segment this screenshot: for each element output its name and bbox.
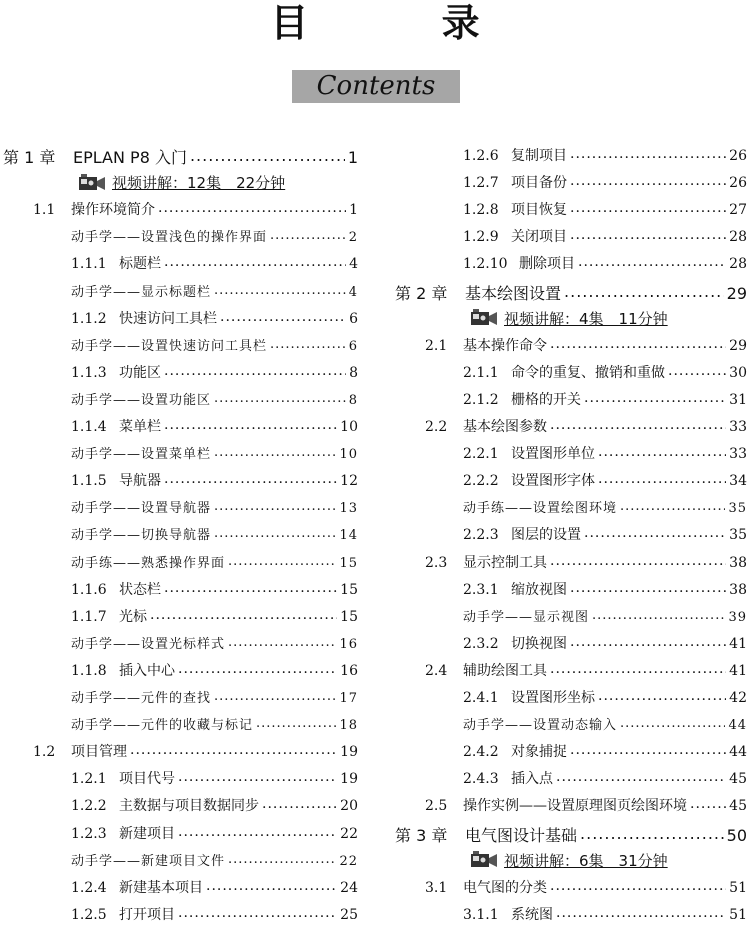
entry-title: 新建基本项目 — [119, 879, 203, 896]
dot-leader — [214, 526, 336, 541]
toc-entry-chapter[interactable] — [395, 281, 747, 304]
dot-leader — [556, 769, 726, 785]
entry-title: 关闭项目 — [511, 229, 567, 246]
entry-page-number: 44 — [728, 718, 747, 734]
entry-title: 动手学——设置动态输入 — [463, 718, 618, 734]
contents-banner: Contents — [292, 70, 460, 103]
dot-leader — [598, 444, 726, 460]
video-lecture-label: 视频讲解：12集 22分钟 — [112, 174, 286, 193]
entry-page-number: 41 — [729, 662, 747, 679]
entry-page-number: 12 — [340, 473, 358, 490]
entry-page-number: 1 — [349, 202, 358, 219]
entry-title: 图层的设置 — [511, 527, 581, 544]
entry-number: 2.5 — [425, 798, 448, 815]
entry-page-number: 16 — [340, 662, 358, 679]
entry-title: 基本绘图参数 — [463, 419, 547, 435]
entry-page-number: 4 — [348, 284, 358, 300]
entry-number: 3.1.1 — [463, 906, 499, 923]
entry-number: 2.1.1 — [463, 364, 499, 381]
toc-entry-sub[interactable] — [71, 308, 358, 328]
dot-leader — [228, 554, 336, 569]
toc-entry-section[interactable] — [425, 335, 747, 355]
toc-entry-sub[interactable] — [463, 362, 747, 382]
entry-number: 1.2.4 — [71, 879, 107, 896]
entry-page-number: 17 — [339, 691, 358, 706]
entry-title: 缩放视图 — [511, 581, 567, 598]
entry-number: 2.2.3 — [463, 527, 499, 544]
toc-entry-sub[interactable] — [463, 768, 747, 788]
entry-title: 电气图设计基础 — [465, 825, 578, 845]
entry-page-number: 18 — [339, 718, 358, 734]
entry-page-number: 29 — [726, 283, 747, 303]
toc-entry-sub[interactable] — [71, 470, 358, 490]
toc-entry-exercise[interactable] — [463, 606, 747, 625]
entry-title: 操作实例——设置原理图页绘图环境 — [463, 798, 687, 815]
entry-page-number: 6 — [348, 338, 358, 354]
entry-number: 2.1 — [425, 337, 448, 354]
entry-number: 3.1 — [425, 879, 448, 896]
entry-title: 标题栏 — [119, 256, 161, 273]
dot-leader — [570, 580, 726, 596]
entry-page-number: 20 — [340, 798, 358, 815]
dot-leader — [130, 742, 337, 758]
entry-page-number: 22 — [339, 853, 358, 869]
entry-page-number: 42 — [729, 690, 747, 706]
toc-entry-sub[interactable] — [71, 768, 358, 788]
entry-number: 1.2.5 — [71, 906, 107, 923]
dot-leader — [164, 580, 337, 596]
entry-number: 1.1.2 — [71, 310, 107, 327]
toc-entry-exercise[interactable] — [71, 443, 358, 462]
entry-page-number: 35 — [729, 527, 747, 544]
entry-title: 电气图的分类 — [463, 879, 547, 896]
entry-title: 设置图形字体 — [511, 473, 595, 490]
entry-number: 1.1.3 — [71, 364, 107, 381]
dot-leader — [214, 391, 346, 406]
entry-page-number: 2 — [348, 230, 358, 246]
entry-title: 光标 — [119, 608, 147, 625]
entry-number: 2.4 — [425, 662, 448, 679]
dot-leader — [620, 716, 725, 731]
entry-title: 动手学——设置光标样式 — [71, 636, 226, 652]
entry-number: 2.4.3 — [463, 771, 499, 788]
entry-title: 动手练——熟悉操作界面 — [71, 555, 226, 571]
entry-number: 1.2.6 — [463, 148, 499, 164]
toc-entry-exercise[interactable] — [463, 497, 747, 516]
entry-page-number: 15 — [339, 555, 358, 571]
toc-entry-sub[interactable] — [463, 253, 747, 273]
toc-entry-chapter[interactable] — [395, 823, 747, 846]
dot-leader — [262, 796, 337, 812]
dot-leader — [598, 471, 726, 487]
dot-leader — [668, 363, 726, 379]
entry-title: 状态栏 — [119, 581, 161, 598]
dot-leader — [164, 417, 337, 433]
entry-number: 1.1.1 — [71, 256, 107, 273]
entry-page-number: 19 — [340, 771, 358, 788]
entry-title: 导航器 — [119, 473, 161, 490]
entry-number: 1.2 — [33, 744, 56, 761]
dot-leader — [584, 390, 726, 406]
entry-page-number: 26 — [729, 175, 747, 192]
entry-page-number: 45 — [729, 771, 747, 788]
dot-leader — [580, 824, 724, 843]
toc-entry-exercise[interactable] — [71, 226, 358, 245]
entry-number: 2.3 — [425, 554, 448, 571]
entry-number: 1.2.9 — [463, 229, 499, 246]
entry-number: 1.1 — [33, 202, 56, 219]
entry-title: 动手学——设置功能区 — [71, 392, 212, 408]
dot-leader — [150, 607, 337, 623]
entry-title: 项目代号 — [119, 771, 175, 788]
entry-page-number: 34 — [729, 473, 747, 490]
entry-number: 1.1.6 — [71, 581, 107, 598]
toc-entry-section[interactable] — [33, 199, 358, 219]
toc-entry-video[interactable] — [470, 850, 747, 871]
dot-leader — [178, 824, 337, 840]
toc-entry-sub[interactable] — [463, 633, 747, 653]
entry-number: 1.1.5 — [71, 473, 107, 490]
toc-entry-sub[interactable] — [71, 253, 358, 273]
dot-leader — [228, 852, 336, 867]
entry-page-number: 6 — [349, 310, 358, 327]
entry-page-number: 39 — [728, 609, 747, 625]
toc-entry-chapter[interactable] — [3, 145, 358, 168]
toc-entry-exercise[interactable] — [71, 281, 358, 300]
dot-leader — [690, 796, 726, 812]
entry-title: 基本绘图设置 — [465, 283, 562, 303]
entry-page-number: 16 — [339, 636, 358, 652]
toc-entry-sub[interactable] — [463, 687, 747, 707]
toc-entry-exercise[interactable] — [71, 389, 358, 408]
dot-leader — [570, 742, 726, 758]
dot-leader — [570, 200, 726, 216]
entry-number: 第 3 章 — [395, 825, 448, 845]
entry-title: 切换视图 — [511, 635, 567, 652]
dot-leader — [214, 445, 336, 460]
entry-number: 2.3.1 — [463, 581, 499, 598]
entry-page-number: 41 — [729, 635, 747, 652]
entry-title: 系统图 — [511, 906, 553, 923]
entry-title: 栅格的开关 — [511, 391, 581, 408]
entry-title: 打开项目 — [119, 906, 175, 923]
dot-leader — [158, 200, 346, 216]
toc-entry-section[interactable] — [425, 795, 747, 815]
entry-page-number: 19 — [340, 744, 358, 761]
dot-leader — [214, 283, 346, 298]
entry-number: 2.2.2 — [463, 473, 499, 490]
entry-page-number: 29 — [729, 337, 747, 354]
dot-leader — [570, 227, 726, 243]
entry-title: 显示控制工具 — [463, 554, 547, 571]
video-camera-icon — [470, 851, 498, 869]
entry-title: 项目管理 — [71, 744, 127, 761]
entry-number: 1.1.7 — [71, 608, 107, 625]
entry-page-number: 8 — [348, 392, 358, 408]
entry-number: 2.4.1 — [463, 690, 499, 706]
entry-title: 快速访问工具栏 — [119, 310, 217, 327]
dot-leader — [570, 173, 726, 189]
entry-number: 2.2 — [425, 419, 448, 435]
dot-leader — [228, 635, 336, 650]
video-camera-icon — [78, 174, 106, 192]
dot-leader — [214, 689, 336, 704]
dot-leader — [178, 769, 337, 785]
entry-number: 2.1.2 — [463, 391, 499, 408]
dot-leader — [550, 336, 726, 352]
dot-leader — [220, 309, 346, 325]
entry-number: 第 2 章 — [395, 283, 448, 303]
entry-number: 2.2.1 — [463, 446, 499, 463]
entry-page-number: 33 — [729, 446, 747, 463]
entry-page-number: 14 — [339, 528, 358, 544]
dot-leader — [270, 337, 346, 352]
entry-title: 动手学——元件的查找 — [71, 691, 212, 706]
entry-title: 设置图形单位 — [511, 446, 595, 463]
dot-leader — [270, 228, 346, 243]
toc-entry-sub[interactable] — [71, 877, 358, 897]
entry-title: 项目恢复 — [511, 202, 567, 219]
dot-leader — [564, 282, 724, 301]
dot-leader — [550, 878, 726, 894]
entry-page-number: 45 — [729, 798, 747, 815]
toc-entry-video[interactable] — [78, 172, 358, 193]
entry-title: 菜单栏 — [119, 419, 161, 435]
entry-page-number: 25 — [340, 906, 358, 923]
dot-leader — [164, 363, 346, 379]
entry-title: 动手学——新建项目文件 — [71, 853, 226, 869]
dot-leader — [598, 688, 726, 704]
dot-leader — [550, 553, 726, 569]
entry-title: 动手学——显示视图 — [463, 609, 590, 625]
entry-page-number: 8 — [349, 364, 358, 381]
dot-leader — [592, 608, 725, 623]
video-lecture-label: 视频讲解：4集 11分钟 — [504, 309, 668, 328]
toc-entry-sub[interactable] — [71, 795, 358, 815]
entry-number: 1.1.4 — [71, 419, 107, 435]
entry-title: 动手学——设置菜单栏 — [71, 447, 212, 463]
entry-title: 删除项目 — [519, 256, 575, 273]
entry-number: 第 1 章 — [3, 148, 56, 167]
entry-title: 项目备份 — [511, 175, 567, 192]
entry-title: 动手学——设置浅色的操作界面 — [71, 230, 268, 246]
entry-title: 命令的重复、撤销和重做 — [511, 364, 665, 381]
entry-number: 2.4.2 — [463, 744, 499, 761]
entry-page-number: 15 — [340, 608, 358, 625]
toc-entry-exercise[interactable] — [71, 524, 358, 543]
toc-entry-exercise[interactable] — [71, 687, 358, 706]
dot-leader — [556, 905, 726, 921]
entry-page-number: 1 — [347, 148, 358, 167]
entry-number: 1.2.2 — [71, 798, 107, 815]
toc-entry-exercise[interactable] — [71, 714, 358, 733]
toc-entry-video[interactable] — [470, 308, 747, 329]
entry-page-number: 50 — [726, 825, 747, 845]
toc-entry-sub[interactable] — [463, 389, 747, 409]
entry-page-number: 10 — [340, 419, 358, 435]
video-camera-icon — [470, 309, 498, 327]
dot-leader — [164, 471, 337, 487]
entry-page-number: 38 — [729, 581, 747, 598]
entry-page-number: 4 — [349, 256, 358, 273]
toc-entry-sub[interactable] — [71, 606, 358, 626]
page-title: 目 录 — [270, 1, 540, 45]
toc-entry-sub[interactable] — [463, 226, 747, 246]
entry-page-number: 44 — [729, 744, 747, 761]
entry-number: 1.2.10 — [463, 256, 508, 273]
entry-title: 动手练——设置绘图环境 — [463, 501, 618, 517]
entry-page-number: 28 — [729, 229, 747, 246]
toc-entry-sub[interactable] — [463, 741, 747, 761]
toc-entry-sub[interactable] — [463, 443, 747, 463]
entry-title: 动手学——切换导航器 — [71, 528, 212, 544]
dot-leader — [206, 878, 337, 894]
toc-entry-exercise[interactable] — [463, 714, 747, 733]
entry-number: 1.2.7 — [463, 175, 499, 192]
entry-title: 动手学——设置快速访问工具栏 — [71, 338, 268, 354]
entry-page-number: 33 — [729, 419, 747, 435]
entry-title: 操作环境简介 — [71, 202, 155, 219]
entry-title: 辅助绘图工具 — [463, 662, 547, 679]
toc-entry-sub[interactable] — [463, 579, 747, 599]
entry-page-number: 13 — [339, 501, 358, 517]
dot-leader — [550, 417, 726, 433]
dot-leader — [214, 499, 336, 514]
entry-page-number: 24 — [340, 879, 358, 896]
entry-title: 插入中心 — [119, 662, 175, 679]
toc-entry-sub[interactable] — [463, 524, 747, 544]
entry-number: 1.2.8 — [463, 202, 499, 219]
toc-entry-section[interactable] — [425, 877, 747, 897]
toc-entry-sub[interactable] — [71, 660, 358, 680]
entry-number: 1.1.8 — [71, 662, 107, 679]
entry-title: 对象捕捉 — [511, 744, 567, 761]
toc-entry-sub[interactable] — [71, 823, 358, 843]
entry-page-number: 30 — [729, 364, 747, 381]
dot-leader — [550, 661, 726, 677]
toc-entry-exercise[interactable] — [71, 633, 358, 652]
toc-entry-section[interactable] — [425, 416, 747, 436]
toc-entry-exercise[interactable] — [71, 552, 358, 571]
dot-leader — [164, 254, 346, 270]
toc-entry-exercise[interactable] — [71, 850, 358, 869]
entry-title: EPLAN P8 入门 — [73, 148, 187, 167]
entry-number: 1.2.3 — [71, 825, 107, 842]
toc-entry-exercise[interactable] — [71, 335, 358, 354]
toc-entry-exercise[interactable] — [71, 497, 358, 516]
toc-entry-section[interactable] — [425, 660, 747, 680]
entry-page-number: 28 — [729, 256, 747, 273]
entry-title: 设置图形坐标 — [511, 690, 595, 706]
dot-leader — [256, 716, 336, 731]
dot-leader — [578, 254, 726, 270]
entry-page-number: 22 — [340, 825, 358, 842]
dot-leader — [584, 525, 726, 541]
entry-number: 2.3.2 — [463, 635, 499, 652]
toc-entry-sub[interactable] — [463, 172, 747, 192]
dot-leader — [570, 146, 726, 162]
toc-entry-sub[interactable] — [463, 904, 747, 924]
entry-title: 复制项目 — [511, 148, 567, 164]
entry-title: 功能区 — [119, 364, 161, 381]
entry-page-number: 27 — [729, 202, 747, 219]
toc-entry-sub[interactable] — [463, 199, 747, 219]
dot-leader — [620, 499, 725, 514]
entry-title: 动手学——设置导航器 — [71, 501, 212, 517]
entry-page-number: 51 — [729, 906, 747, 923]
entry-title: 动手学——元件的收藏与标记 — [71, 718, 254, 734]
entry-page-number: 35 — [728, 501, 747, 517]
video-lecture-label: 视频讲解：6集 31分钟 — [504, 851, 668, 870]
toc-entry-sub[interactable] — [463, 145, 747, 165]
entry-title: 插入点 — [511, 771, 553, 788]
dot-leader — [190, 146, 345, 165]
entry-page-number: 10 — [339, 447, 358, 463]
toc-entry-sub[interactable] — [463, 470, 747, 490]
toc-entry-sub[interactable] — [71, 416, 358, 436]
toc-entry-sub[interactable] — [71, 362, 358, 382]
entry-title: 动手学——显示标题栏 — [71, 284, 212, 300]
toc-entry-section[interactable] — [425, 552, 747, 572]
entry-page-number: 38 — [729, 554, 747, 571]
dot-leader — [178, 905, 337, 921]
entry-number: 1.2.1 — [71, 771, 107, 788]
entry-title: 基本操作命令 — [463, 337, 547, 354]
toc-entry-section[interactable] — [33, 741, 358, 761]
entry-page-number: 26 — [729, 148, 747, 164]
entry-title: 主数据与项目数据同步 — [119, 798, 259, 815]
dot-leader — [570, 634, 726, 650]
entry-page-number: 51 — [729, 879, 747, 896]
dot-leader — [178, 661, 337, 677]
toc-entry-sub[interactable] — [71, 904, 358, 924]
entry-page-number: 31 — [729, 391, 747, 408]
entry-page-number: 15 — [340, 581, 358, 598]
toc-entry-sub[interactable] — [71, 579, 358, 599]
entry-title: 新建项目 — [119, 825, 175, 842]
